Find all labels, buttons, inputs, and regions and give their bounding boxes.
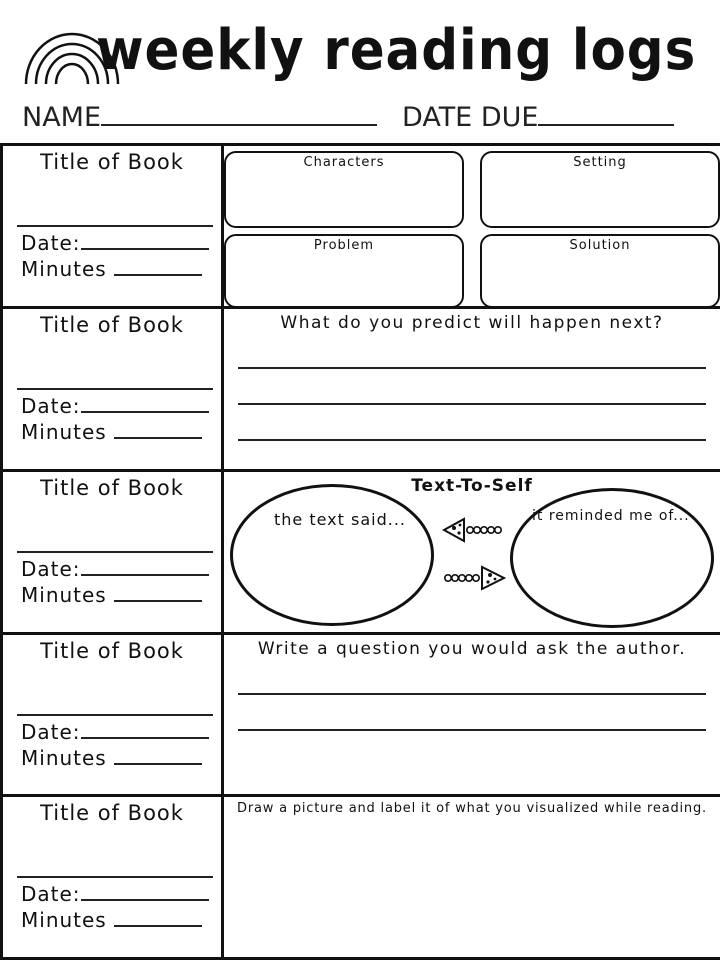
minutes-field[interactable] [21, 907, 202, 932]
minutes-label: Minutes [21, 257, 107, 281]
minutes-field[interactable] [21, 256, 202, 281]
book-info-cell [0, 309, 224, 470]
book-title-line[interactable] [17, 225, 213, 227]
date-field[interactable] [21, 719, 209, 744]
log-row-1 [0, 143, 720, 307]
date-field[interactable] [21, 881, 209, 906]
minutes-label: Minutes [21, 746, 107, 770]
arrow-right-icon [442, 564, 506, 592]
date-field[interactable] [21, 556, 209, 581]
minutes-label: Minutes [21, 583, 107, 607]
book-title-label: Title of Book [40, 476, 184, 500]
setting-box[interactable] [480, 151, 720, 228]
answer-line[interactable] [238, 729, 706, 731]
text-to-self-cell [224, 472, 720, 633]
minutes-label: Minutes [21, 420, 107, 444]
name-label: NAME [22, 102, 102, 133]
date-label: Date: [21, 557, 81, 581]
characters-label: Characters [303, 155, 385, 170]
date-due-label: DATE DUE [402, 102, 539, 133]
arrow-left-icon [442, 516, 506, 544]
minutes-field[interactable] [21, 419, 202, 444]
date-label: Date: [21, 394, 81, 418]
answer-line[interactable] [238, 367, 706, 369]
solution-box[interactable] [480, 234, 720, 308]
text-said-bubble[interactable] [230, 484, 434, 626]
book-title-label: Title of Book [40, 313, 184, 337]
name-field[interactable] [22, 102, 377, 133]
minutes-field[interactable] [21, 582, 202, 607]
problem-box[interactable] [224, 234, 464, 308]
book-info-cell [0, 635, 224, 796]
characters-box[interactable] [224, 151, 464, 228]
log-row-2 [0, 306, 720, 470]
book-title-line[interactable] [17, 876, 213, 878]
book-title-line[interactable] [17, 551, 213, 553]
text-to-self-title: Text-To-Self [411, 476, 533, 496]
answer-line[interactable] [238, 439, 706, 441]
problem-label: Problem [313, 238, 375, 253]
date-label: Date: [21, 882, 81, 906]
reminded-me-label: it reminded me of... [532, 508, 690, 524]
log-row-4 [0, 632, 720, 796]
predict-prompt: What do you predict will happen next? [280, 313, 664, 333]
log-row-5 [0, 794, 720, 958]
predict-cell [224, 309, 720, 470]
text-said-label: the text said... [274, 510, 407, 529]
answer-line[interactable] [238, 693, 706, 695]
visualize-cell[interactable] [224, 797, 720, 958]
answer-line[interactable] [238, 403, 706, 405]
log-row-3 [0, 469, 720, 633]
book-title-label: Title of Book [40, 639, 184, 663]
setting-label: Setting [573, 155, 627, 170]
question-cell [224, 635, 720, 796]
book-title-label: Title of Book [40, 801, 184, 825]
book-info-cell [0, 146, 224, 307]
date-label: Date: [21, 720, 81, 744]
date-due-field[interactable] [402, 102, 674, 133]
date-label: Date: [21, 231, 81, 255]
page-title: weekly reading logs [96, 18, 697, 83]
book-title-line[interactable] [17, 714, 213, 716]
story-elements-cell [224, 146, 720, 307]
book-info-cell [0, 797, 224, 958]
minutes-label: Minutes [21, 908, 107, 932]
solution-label: Solution [569, 238, 631, 253]
book-info-cell [0, 472, 224, 633]
date-field[interactable] [21, 393, 209, 418]
visualize-prompt: Draw a picture and label it of what you visualized while reading. [237, 801, 707, 816]
book-title-label: Title of Book [40, 150, 184, 174]
minutes-field[interactable] [21, 745, 202, 770]
question-prompt: Write a question you would ask the author. [257, 639, 687, 659]
date-field[interactable] [21, 230, 209, 255]
book-title-line[interactable] [17, 388, 213, 390]
